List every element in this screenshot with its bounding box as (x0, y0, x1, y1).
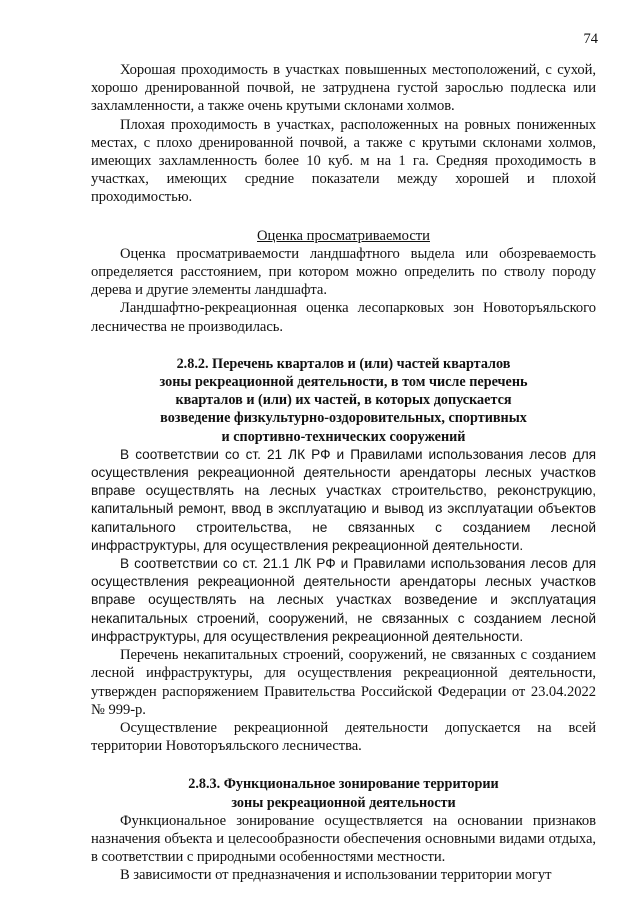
section-283-heading (91, 775, 596, 811)
visibility-title: Оценка просматриваемости (257, 227, 430, 244)
paragraph-territory-purpose: В зависимости от предназначения и использовании территории могут (120, 867, 552, 884)
page-number: 74 (583, 31, 598, 47)
heading-line: 2.8.2. Перечень кварталов и (или) частей кварталов (176, 355, 511, 372)
section-282-heading (91, 355, 596, 446)
heading-line: и спортивно-технических сооружений (221, 428, 466, 445)
heading-line: возведение физкультурно-оздоровительных, спортивных (160, 410, 527, 427)
paragraph-non-capital-list: Перечень некапитальных строений, сооружений, не связанных с созданием лесной инфраструктуры, для осуществления рекреационной деятельности, утвержден распоряжением Правительства Российской Федерации от 23.04.2022 № 999-р. (91, 647, 596, 718)
document-body (91, 61, 596, 885)
paragraph-good-passability: Хорошая проходимость в участках повышенных местоположений, с сухой, хорошо дренированной почвой, не затруднена густой зарослью подлеска или захламленности, а также очень крутыми склонами холмов. (91, 62, 596, 115)
paragraph-poor-passability: Плохая проходимость в участках, расположенных на ровных пониженных местах, с плохо дренированной почвой, а также с крутыми склонами холмов, имеющих захламленность более 10 куб. м на 1 га. Средняя проходимость в участках, имеющих средние показатели между хорошей и плохой проходимостью. (91, 116, 596, 206)
heading-line: зоны рекреационной деятельности (231, 794, 456, 811)
heading-line: кварталов и (или) их частей, в которых допускается (175, 392, 512, 409)
paragraph-article-21-1: В соответствии со ст. 21.1 ЛК РФ и Правилами использования лесов для осуществления рекреационной деятельности арендаторы лесных участков вправе осуществлять на лесных участках возведение и эксплуатация некапитальных строений, сооружений, не связанных с созданием лесной инфраструктуры, для осуществления рекреационной деятельности. (91, 556, 596, 644)
heading-line: зоны рекреационной деятельности, в том числе перечень (159, 374, 528, 391)
paragraph-visibility-assessment: Ландшафтно-рекреационная оценка лесопарковых зон Новоторъяльского лесничества не производилась. (91, 300, 596, 335)
paragraph-article-21: В соответствии со ст. 21 ЛК РФ и Правилами использования лесов для осуществления рекреационной деятельности арендаторы лесных участков вправе осуществлять на лесных участках строительство, реконструкцию, капитальный ремонт, ввод в эксплуатацию и вывод из эксплуатации объектов капитального строительства, не связанных с созданием лесной инфраструктуры, для осуществления рекреационной деятельности. (91, 446, 596, 553)
paragraph-functional-zoning: Функциональное зонирование осуществляется на основании признаков назначения объекта и целесообразности обеспечения основными видами отдыха, в соответствии с природными особенностями местности. (91, 812, 596, 866)
paragraph-visibility-definition: Оценка просматриваемости ландшафтного выдела или обозреваемость определяется расстоянием, при котором можно определить по стволу породу дерева и другие элементы ландшафта. (91, 245, 596, 299)
paragraph-recreation-allowed: Осуществление рекреационной деятельности допускается на всей территории Новоторъяльского лесничества. (91, 719, 596, 755)
heading-line: 2.8.3. Функциональное зонирование территории (188, 776, 499, 793)
